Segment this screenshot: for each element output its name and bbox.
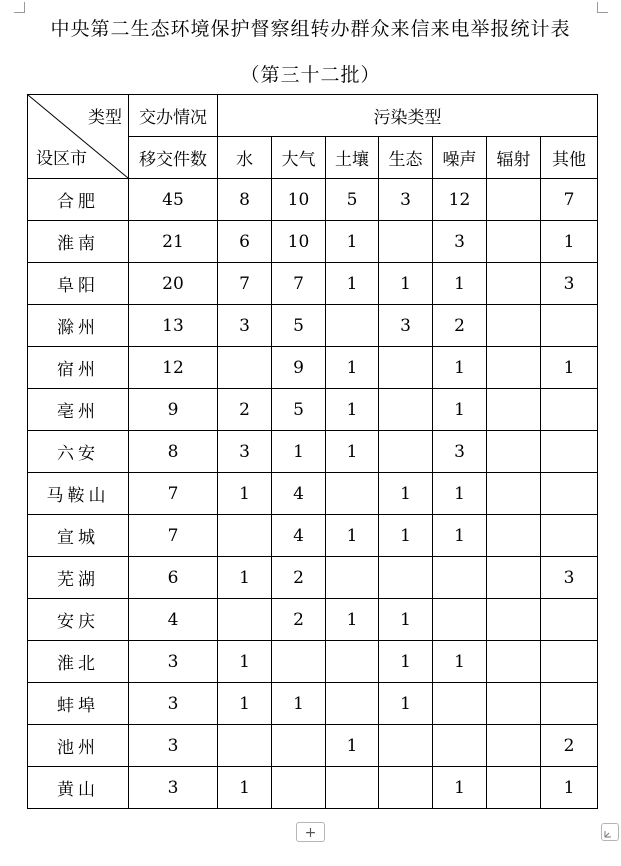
add-row-button[interactable]: + [296,822,325,842]
water-cell: 6 [218,221,272,263]
header-type-ecology: 生态 [379,137,433,179]
header-type-label: 类型 [88,108,122,128]
other-cell: 1 [541,767,598,809]
header-pollution-group: 污染类型 [218,95,598,137]
soil-cell: 1 [326,431,379,473]
noise-cell: 12 [433,179,487,221]
soil-cell [326,557,379,599]
city-cell: 安庆 [28,599,129,641]
page-corner-mark-right [597,2,608,13]
total-cell: 45 [129,179,218,221]
total-cell: 7 [129,515,218,557]
table-row [28,263,598,305]
table-row [28,767,598,809]
total-cell: 6 [129,557,218,599]
city-cell: 黄山 [28,767,129,809]
other-cell: 3 [541,263,598,305]
water-cell: 1 [218,683,272,725]
radiation-cell [487,431,541,473]
ecology-cell [379,767,433,809]
radiation-cell [487,305,541,347]
ecology-cell [379,431,433,473]
other-cell [541,389,598,431]
other-cell [541,431,598,473]
city-cell: 六安 [28,431,129,473]
air-cell [272,725,326,767]
radiation-cell [487,473,541,515]
water-cell: 1 [218,557,272,599]
header-type-other: 其他 [541,137,598,179]
total-cell: 7 [129,473,218,515]
ecology-cell: 1 [379,473,433,515]
soil-cell [326,767,379,809]
soil-cell [326,683,379,725]
total-cell: 13 [129,305,218,347]
total-cell: 3 [129,641,218,683]
air-cell: 10 [272,221,326,263]
radiation-cell [487,725,541,767]
other-cell [541,515,598,557]
table-row [28,473,598,515]
soil-cell: 5 [326,179,379,221]
air-cell: 2 [272,557,326,599]
radiation-cell [487,263,541,305]
air-cell [272,641,326,683]
noise-cell: 1 [433,347,487,389]
radiation-cell [487,179,541,221]
table-row [28,179,598,221]
city-cell: 马鞍山 [28,473,129,515]
table-row [28,347,598,389]
soil-cell: 1 [326,389,379,431]
ecology-cell: 3 [379,305,433,347]
city-cell: 淮南 [28,221,129,263]
water-cell: 1 [218,767,272,809]
soil-cell [326,641,379,683]
header-type-water: 水 [218,137,272,179]
soil-cell [326,473,379,515]
ecology-cell: 1 [379,641,433,683]
water-cell: 3 [218,431,272,473]
header-city-label: 设区市 [36,149,87,169]
radiation-cell [487,389,541,431]
other-cell [541,305,598,347]
water-cell: 8 [218,179,272,221]
soil-cell: 1 [326,347,379,389]
city-cell: 滁州 [28,305,129,347]
header-type-soil: 土壤 [326,137,379,179]
total-cell: 3 [129,683,218,725]
water-cell [218,725,272,767]
radiation-cell [487,767,541,809]
air-cell: 10 [272,179,326,221]
air-cell: 1 [272,431,326,473]
radiation-cell [487,347,541,389]
noise-cell: 1 [433,641,487,683]
ecology-cell: 1 [379,683,433,725]
header-transfer-count: 移交件数 [129,137,218,179]
water-cell [218,599,272,641]
total-cell: 8 [129,431,218,473]
other-cell [541,473,598,515]
total-cell: 4 [129,599,218,641]
air-cell: 9 [272,347,326,389]
total-cell: 20 [129,263,218,305]
city-cell: 亳州 [28,389,129,431]
ecology-cell [379,221,433,263]
air-cell: 1 [272,683,326,725]
other-cell: 2 [541,725,598,767]
water-cell: 1 [218,473,272,515]
header-transfer-group: 交办情况 [129,95,218,137]
total-cell: 3 [129,725,218,767]
total-cell: 12 [129,347,218,389]
noise-cell: 1 [433,263,487,305]
air-cell: 4 [272,473,326,515]
air-cell: 5 [272,389,326,431]
table-row [28,431,598,473]
air-cell: 4 [272,515,326,557]
noise-cell: 1 [433,767,487,809]
city-cell: 宣城 [28,515,129,557]
document-title: 中央第二生态环境保护督察组转办群众来信来电举报统计表 [50,18,571,40]
city-cell: 合肥 [28,179,129,221]
other-cell: 1 [541,221,598,263]
header-type-radiation: 辐射 [487,137,541,179]
total-cell: 21 [129,221,218,263]
air-cell: 2 [272,599,326,641]
soil-cell: 1 [326,263,379,305]
water-cell: 2 [218,389,272,431]
city-cell: 淮北 [28,641,129,683]
noise-cell: 3 [433,221,487,263]
document-subtitle: （第三十二批） [240,64,381,86]
other-cell: 7 [541,179,598,221]
ecology-cell: 1 [379,263,433,305]
water-cell [218,515,272,557]
table-row [28,305,598,347]
radiation-cell [487,599,541,641]
water-cell: 3 [218,305,272,347]
noise-cell: 1 [433,389,487,431]
water-cell: 1 [218,641,272,683]
soil-cell: 1 [326,599,379,641]
table-row [28,599,598,641]
noise-cell: 3 [433,431,487,473]
table-row [28,725,598,767]
table-row [28,389,598,431]
air-cell: 5 [272,305,326,347]
city-cell: 池州 [28,725,129,767]
air-cell: 7 [272,263,326,305]
ecology-cell: 1 [379,515,433,557]
air-cell [272,767,326,809]
ecology-cell [379,347,433,389]
header-row-1 [28,95,598,137]
table-row [28,557,598,599]
table-row [28,221,598,263]
soil-cell [326,305,379,347]
noise-cell [433,725,487,767]
city-cell: 芜湖 [28,557,129,599]
other-cell [541,641,598,683]
city-cell: 蚌埠 [28,683,129,725]
statistics-table [27,94,598,809]
other-cell [541,599,598,641]
radiation-cell [487,221,541,263]
soil-cell: 1 [326,515,379,557]
ecology-cell [379,557,433,599]
diagonal-header-cell [28,95,129,179]
radiation-cell [487,683,541,725]
ecology-cell [379,725,433,767]
total-cell: 3 [129,767,218,809]
water-cell [218,347,272,389]
total-cell: 9 [129,389,218,431]
noise-cell: 1 [433,473,487,515]
noise-cell: 1 [433,515,487,557]
other-cell: 3 [541,557,598,599]
header-type-air: 大气 [272,137,326,179]
noise-cell [433,557,487,599]
page-corner-mark-left [14,2,25,13]
soil-cell: 1 [326,725,379,767]
table-row [28,683,598,725]
water-cell: 7 [218,263,272,305]
soil-cell: 1 [326,221,379,263]
other-cell [541,683,598,725]
ecology-cell [379,389,433,431]
ecology-cell: 3 [379,179,433,221]
ecology-cell: 1 [379,599,433,641]
radiation-cell [487,515,541,557]
table-row [28,515,598,557]
resize-handle-icon[interactable] [601,823,619,841]
radiation-cell [487,557,541,599]
noise-cell [433,599,487,641]
city-cell: 阜阳 [28,263,129,305]
header-type-noise: 噪声 [433,137,487,179]
noise-cell [433,683,487,725]
other-cell: 1 [541,347,598,389]
city-cell: 宿州 [28,347,129,389]
noise-cell: 2 [433,305,487,347]
table-row [28,641,598,683]
radiation-cell [487,641,541,683]
